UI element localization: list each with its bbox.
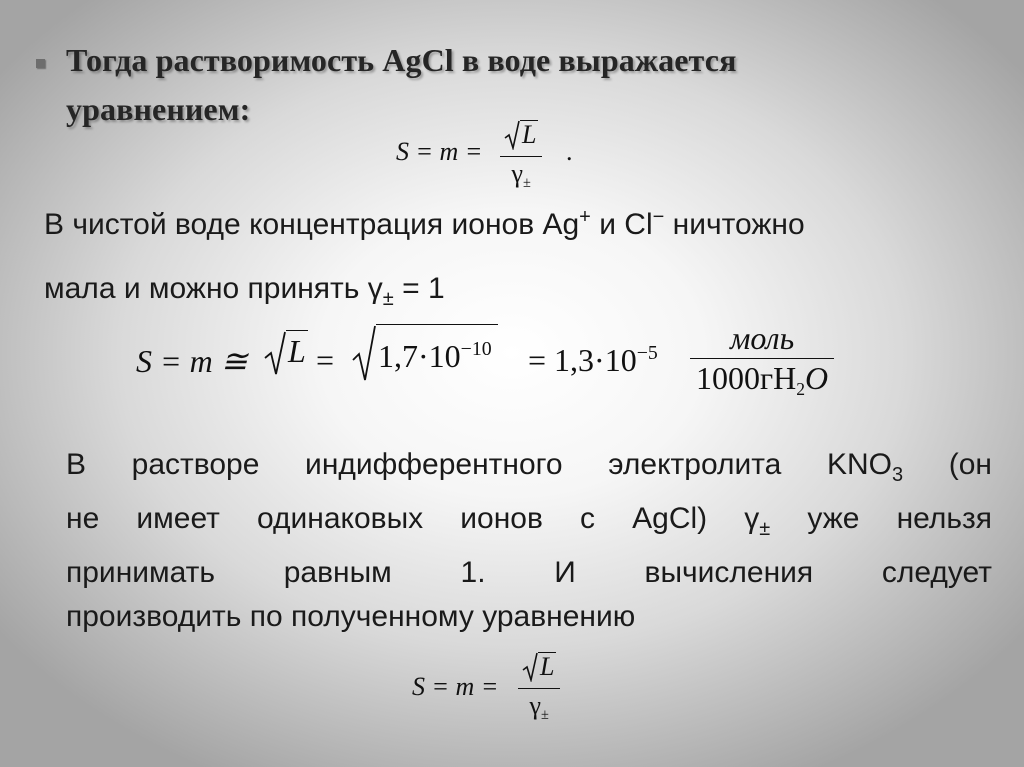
formula1-tail: . <box>566 137 573 166</box>
formula1-lhs: S = m = <box>396 137 483 166</box>
para1-line1: В чистой воде концентрация ионов Ag+ и Cl− ничтожно <box>44 206 805 241</box>
formula2-s-m: S = m ≅ <box>136 343 248 379</box>
para2-line3: принимать равным 1. И вычисления следует <box>66 556 992 589</box>
para1-line2: мала и можно принять $\gamma_\pm = 1$ <box>44 272 445 310</box>
unit-numerator: моль <box>690 322 834 359</box>
para2-line1: В растворе индифферентного электролита $KNO_3$ (он <box>66 448 992 486</box>
formula1-numerator: L <box>500 120 542 157</box>
para2 <box>66 443 992 639</box>
formula3-lhs: S = m = <box>412 672 499 701</box>
sqrt-icon <box>352 324 376 382</box>
bullet-icon <box>36 59 45 68</box>
para2-line2: не имеет одинаковых ионов с AgCl) $\gamma_\pm$ уже нельзя <box>66 502 992 540</box>
formula3-numerator: L <box>518 652 560 689</box>
formula2-unit-fraction <box>690 322 834 398</box>
heading-line-2: уравнением: <box>66 91 251 127</box>
sqrt-icon <box>264 330 286 376</box>
formula3-fraction <box>518 652 560 723</box>
para2-line4: производить по полученному уравнению <box>66 600 636 633</box>
formula3-denominator: $\gamma_\pm$ <box>529 691 549 724</box>
heading-line-1: Тогда растворимость AgCl в воде выражается <box>66 42 737 78</box>
formula2-sqrt-l: L <box>264 330 308 384</box>
formula1-fraction <box>500 120 542 191</box>
sqrt-icon <box>522 652 538 682</box>
unit-denominator: $1000гH_2O$ <box>696 359 829 399</box>
formula2-radicand: $1,7\cdot 10^{-10}$ <box>352 324 498 390</box>
formula2-eq1: = <box>316 342 335 378</box>
formula2-result: = $1,3\cdot 10^{-5}$ <box>528 342 658 378</box>
sqrt-icon <box>504 120 520 150</box>
formula1-denominator: $\gamma_\pm$ <box>511 159 531 192</box>
